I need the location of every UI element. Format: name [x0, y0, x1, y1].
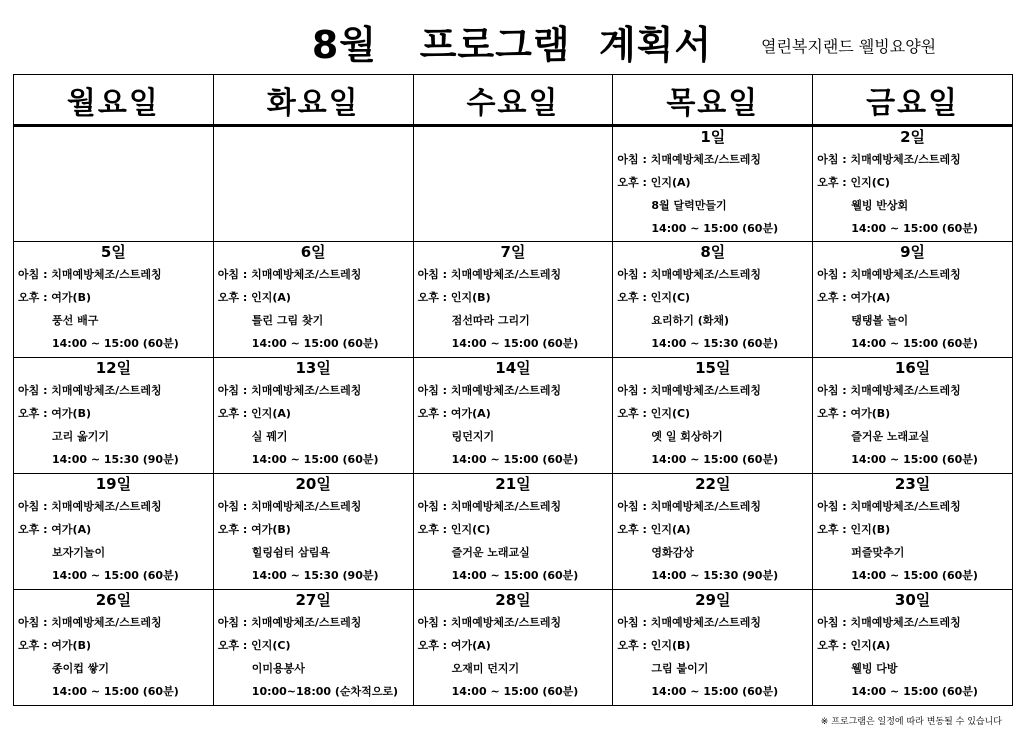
afternoon-program: 오후 : 인지(A)	[817, 639, 891, 652]
activity-name: 그림 붙이기	[651, 662, 709, 675]
morning-program: 아침 : 치매예방체조/스트레칭	[18, 500, 162, 513]
morning-program: 아침 : 치매예방체조/스트레칭	[417, 384, 562, 397]
morning-program: 아침 : 치매예방체조/스트레칭	[617, 616, 761, 629]
day-cell	[813, 242, 1013, 358]
day-date: 14일	[495, 359, 531, 377]
activity-name: 종이컵 쌓기	[52, 662, 109, 675]
morning-program: 아침 : 치매예방체조/스트레칭	[417, 500, 562, 513]
day-content	[613, 590, 812, 705]
day-date: 23일	[894, 475, 931, 493]
morning-program: 아침 : 치매예방체조/스트레칭	[817, 616, 961, 629]
day-date: 8일	[700, 243, 726, 261]
activity-time: 14:00 ~ 15:00 (60분)	[851, 569, 978, 582]
empty-day-cell	[14, 126, 214, 242]
day-date: 6일	[300, 243, 326, 261]
afternoon-program: 오후 : 인지(B)	[617, 639, 691, 652]
day-content	[14, 590, 213, 705]
activity-name: 웰빙 다방	[851, 662, 898, 675]
activity-time: 14:00 ~ 15:00 (60분)	[451, 453, 579, 466]
morning-program: 아침 : 치매예방체조/스트레칭	[217, 616, 362, 629]
day-content	[813, 474, 1012, 589]
morning-program: 아침 : 치매예방체조/스트레칭	[18, 616, 162, 629]
day-content	[414, 358, 613, 473]
activity-time: 14:00 ~ 15:00 (60분)	[52, 569, 179, 582]
day-date: 22일	[695, 475, 731, 493]
morning-program: 아침 : 치매예방체조/스트레칭	[18, 268, 162, 281]
morning-program: 아침 : 치매예방체조/스트레칭	[417, 616, 562, 629]
day-date: 26일	[95, 591, 132, 609]
morning-program: 아침 : 치매예방체조/스트레칭	[817, 153, 961, 166]
activity-time: 14:00 ~ 15:30 (90분)	[251, 569, 379, 582]
day-content	[613, 474, 812, 589]
day-date: 30일	[894, 591, 931, 609]
day-cell	[613, 590, 813, 706]
day-content	[414, 474, 613, 589]
activity-time: 14:00 ~ 15:00 (60분)	[451, 337, 579, 350]
activity-name: 틀린 그림 찾기	[251, 314, 324, 327]
morning-program: 아침 : 치매예방체조/스트레칭	[617, 268, 761, 281]
day-date: 9일	[900, 243, 926, 261]
day-content	[214, 474, 413, 589]
morning-program: 아침 : 치매예방체조/스트레칭	[217, 268, 362, 281]
activity-name: 웰빙 반상회	[851, 199, 909, 212]
afternoon-program: 오후 : 인지(C)	[617, 291, 691, 304]
afternoon-program: 오후 : 여가(A)	[817, 291, 891, 304]
day-cell	[213, 474, 413, 590]
weekday-header-row	[14, 75, 1013, 126]
afternoon-program: 오후 : 여가(A)	[417, 639, 491, 652]
day-cell	[413, 358, 613, 474]
activity-name: 이미용봉사	[251, 662, 305, 675]
activity-name: 요리하기 (화채)	[651, 314, 730, 327]
day-cell	[813, 590, 1013, 706]
activity-name: 힐링쉼터 삼림욕	[251, 546, 331, 559]
week-row	[14, 474, 1013, 590]
morning-program: 아침 : 치매예방체조/스트레칭	[817, 500, 961, 513]
afternoon-program: 오후 : 인지(C)	[417, 523, 491, 536]
schedule-table	[13, 74, 1013, 706]
day-date: 20일	[295, 475, 331, 493]
activity-time: 14:00 ~ 15:00 (60분)	[651, 685, 779, 698]
day-cell	[813, 126, 1013, 242]
activity-name: 영화감상	[651, 546, 694, 559]
day-content	[813, 127, 1012, 241]
afternoon-program: 오후 : 여가(B)	[817, 407, 891, 420]
organization-name: 열린복지랜드 웰빙요양원	[761, 37, 937, 56]
day-cell	[813, 474, 1013, 590]
activity-time: 14:00 ~ 15:00 (60분)	[52, 685, 179, 698]
afternoon-program: 오후 : 인지(B)	[817, 523, 891, 536]
morning-program: 아침 : 치매예방체조/스트레칭	[217, 384, 362, 397]
day-date: 12일	[95, 359, 132, 377]
day-cell	[213, 242, 413, 358]
afternoon-program: 오후 : 여가(A)	[18, 523, 92, 536]
activity-time: 14:00 ~ 15:00 (60분)	[451, 685, 579, 698]
weekday-header: 금요일	[813, 75, 1013, 126]
activity-name: 보자기놀이	[52, 546, 106, 559]
weekday-header: 수요일	[413, 75, 613, 126]
activity-time: 14:00 ~ 15:00 (60분)	[651, 222, 779, 235]
morning-program: 아침 : 치매예방체조/스트레칭	[617, 500, 761, 513]
day-date: 2일	[900, 128, 926, 146]
activity-time: 14:00 ~ 15:00 (60분)	[851, 337, 978, 350]
day-cell	[813, 358, 1013, 474]
day-date: 27일	[295, 591, 331, 609]
afternoon-program: 오후 : 인지(C)	[817, 176, 890, 189]
day-date: 19일	[95, 475, 132, 493]
morning-program: 아침 : 치매예방체조/스트레칭	[617, 384, 761, 397]
day-date: 15일	[695, 359, 731, 377]
weekday-header: 목요일	[613, 75, 813, 126]
activity-time: 14:00 ~ 15:00 (60분)	[851, 222, 978, 235]
morning-program: 아침 : 치매예방체조/스트레칭	[817, 384, 961, 397]
activity-name: 점선따라 그리기	[451, 314, 530, 327]
morning-program: 아침 : 치매예방체조/스트레칭	[417, 268, 562, 281]
day-date: 16일	[894, 359, 931, 377]
week-row	[14, 358, 1013, 474]
day-content	[813, 358, 1012, 473]
day-date: 5일	[100, 243, 126, 261]
activity-name: 고리 옮기기	[52, 430, 109, 443]
activity-name: 즐거운 노래교실	[851, 430, 930, 443]
activity-name: 풍선 배구	[52, 314, 99, 327]
day-content	[613, 127, 812, 241]
afternoon-program: 오후 : 여가(B)	[18, 291, 92, 304]
activity-name: 옛 일 회상하기	[651, 430, 723, 443]
empty-day-cell	[213, 126, 413, 242]
activity-name: 링던지기	[451, 430, 495, 443]
morning-program: 아침 : 치매예방체조/스트레칭	[217, 500, 362, 513]
afternoon-program: 오후 : 여가(B)	[18, 639, 92, 652]
day-date: 21일	[495, 475, 531, 493]
activity-name: 탱탱볼 놀이	[851, 314, 909, 327]
day-cell	[613, 474, 813, 590]
week-row	[14, 126, 1013, 242]
activity-name: 실 꿰기	[251, 430, 288, 443]
afternoon-program: 오후 : 인지(A)	[617, 523, 691, 536]
day-cell	[14, 474, 214, 590]
afternoon-program: 오후 : 인지(A)	[617, 176, 691, 189]
day-content	[14, 474, 213, 589]
day-date: 28일	[495, 591, 531, 609]
activity-name: 8월 달력만들기	[651, 199, 727, 212]
activity-time: 14:00 ~ 15:00 (60분)	[851, 685, 978, 698]
footnote: ※ 프로그램은 일정에 따라 변동될 수 있습니다	[820, 717, 1002, 727]
morning-program: 아침 : 치매예방체조/스트레칭	[817, 268, 961, 281]
activity-time: 14:00 ~ 15:00 (60분)	[451, 569, 579, 582]
afternoon-program: 오후 : 인지(C)	[217, 639, 291, 652]
activity-time: 14:00 ~ 15:00 (60분)	[251, 337, 379, 350]
week-row	[14, 590, 1013, 706]
activity-time: 14:00 ~ 15:00 (60분)	[851, 453, 978, 466]
afternoon-program: 오후 : 여가(B)	[18, 407, 92, 420]
day-cell	[613, 242, 813, 358]
day-date: 7일	[500, 243, 526, 261]
day-content	[813, 242, 1012, 357]
page-title: 8월 프로그램 계획서	[311, 23, 713, 67]
activity-name: 즐거운 노래교실	[451, 546, 530, 559]
day-cell	[413, 590, 613, 706]
day-date: 29일	[695, 591, 731, 609]
morning-program: 아침 : 치매예방체조/스트레칭	[18, 384, 162, 397]
week-row	[14, 242, 1013, 358]
day-cell	[213, 590, 413, 706]
day-content	[414, 590, 613, 705]
afternoon-program: 오후 : 여가(A)	[417, 407, 491, 420]
activity-time: 14:00 ~ 15:30 (60분)	[651, 337, 779, 350]
activity-name: 오재미 던지기	[451, 662, 520, 675]
day-cell	[14, 590, 214, 706]
activity-time: 10:00~18:00 (순차적으로)	[251, 685, 399, 698]
day-cell	[413, 474, 613, 590]
weekday-header: 화요일	[213, 75, 413, 126]
activity-time: 14:00 ~ 15:00 (60분)	[651, 453, 779, 466]
day-content	[613, 242, 812, 357]
day-content	[813, 590, 1012, 705]
activity-time: 14:00 ~ 15:00 (60분)	[52, 337, 179, 350]
afternoon-program: 오후 : 인지(A)	[217, 291, 291, 304]
activity-time: 14:00 ~ 15:00 (60분)	[251, 453, 379, 466]
afternoon-program: 오후 : 인지(C)	[617, 407, 691, 420]
day-content	[214, 358, 413, 473]
day-date: 13일	[295, 359, 331, 377]
activity-name: 퍼즐맞추기	[851, 546, 905, 559]
morning-program: 아침 : 치매예방체조/스트레칭	[617, 153, 761, 166]
day-content	[414, 242, 613, 357]
afternoon-program: 오후 : 여가(B)	[217, 523, 291, 536]
day-cell	[213, 358, 413, 474]
day-content	[14, 358, 213, 473]
day-cell	[613, 358, 813, 474]
day-content	[214, 242, 413, 357]
day-cell	[413, 242, 613, 358]
day-date: 1일	[700, 128, 726, 146]
afternoon-program: 오후 : 인지(A)	[217, 407, 291, 420]
empty-day-cell	[413, 126, 613, 242]
activity-time: 14:00 ~ 15:30 (90분)	[52, 453, 179, 466]
day-cell	[613, 126, 813, 242]
afternoon-program: 오후 : 인지(B)	[417, 291, 491, 304]
day-content	[14, 242, 213, 357]
day-content	[214, 590, 413, 705]
day-content	[613, 358, 812, 473]
activity-time: 14:00 ~ 15:30 (90분)	[651, 569, 779, 582]
day-cell	[14, 358, 214, 474]
day-cell	[14, 242, 214, 358]
weekday-header: 월요일	[14, 75, 214, 126]
schedule-body	[14, 126, 1013, 706]
